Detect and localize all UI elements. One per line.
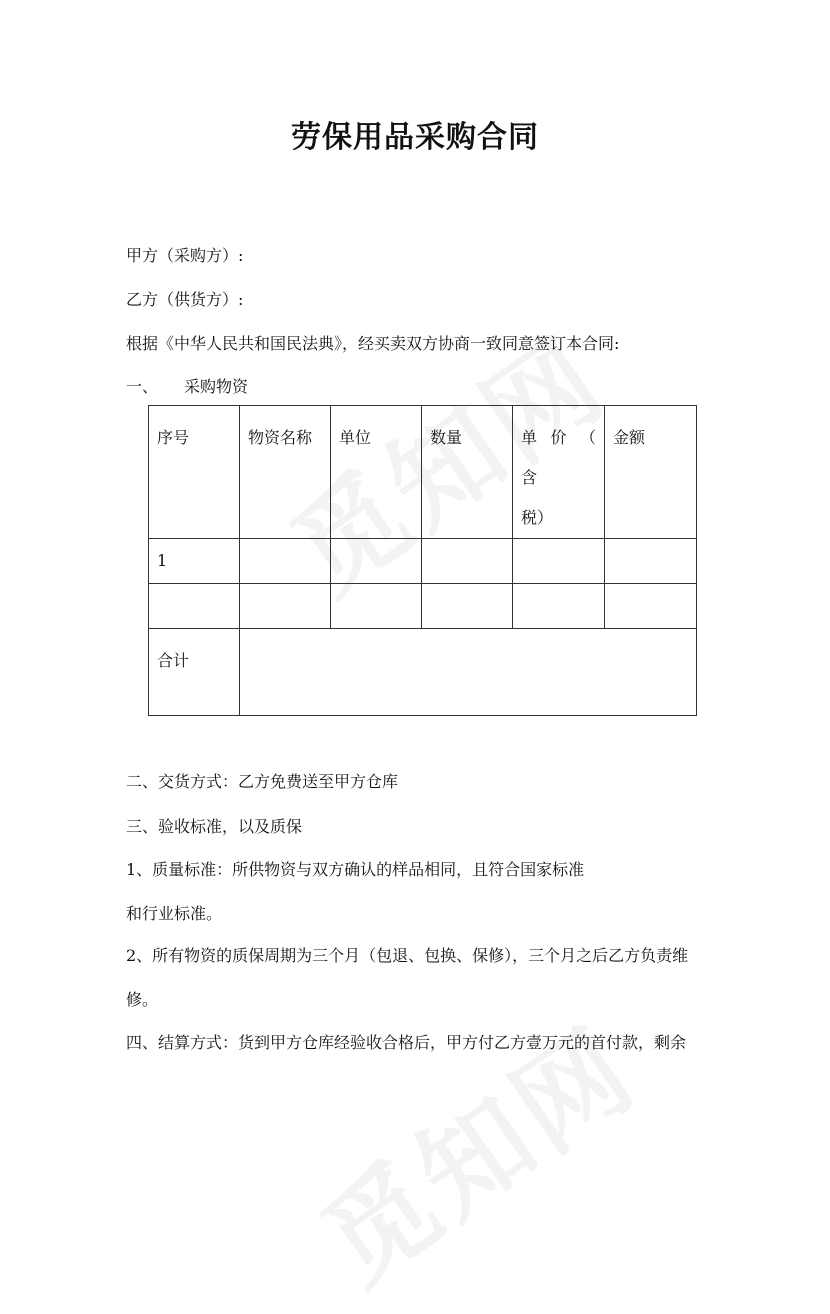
quality-standard-line2: 和行业标准。 (126, 904, 223, 923)
header-cell-unit-price (513, 406, 605, 539)
table-cell: 1 (149, 539, 240, 584)
table-total-row (149, 629, 697, 716)
warranty-line2: 修。 (126, 990, 159, 1009)
section-1-heading (126, 374, 248, 397)
table-cell (422, 539, 513, 584)
table-cell (605, 584, 697, 629)
table-row (149, 539, 697, 584)
contract-basis: 根据《中华人民共和国民法典》，经买卖双方协商一致同意签订本合同: (126, 334, 620, 353)
table-cell (513, 584, 605, 629)
page-title: 劳保用品采购合同 (291, 120, 539, 155)
table-cell (513, 539, 605, 584)
total-value (240, 629, 697, 716)
settlement-method: 四、结算方式：货到甲方仓库经验收合格后，甲方付乙方壹万元的首付款，剩余 (126, 1033, 687, 1052)
header-cell: 物资名称 (240, 406, 331, 539)
unit-price-label-line1: 单 价 （ 含 (521, 428, 596, 487)
section-1-number: 一、 (126, 377, 159, 396)
table-cell (240, 539, 331, 584)
quality-standard-line1: 1、质量标准：所供物资与双方确认的样品相同，且符合国家标准 (126, 860, 585, 879)
unit-price-label-line2: 税） (521, 508, 554, 527)
header-cell: 金额 (605, 406, 697, 539)
purchase-items-table (148, 405, 697, 716)
header-cell: 单位 (331, 406, 422, 539)
table-row (149, 584, 697, 629)
table-cell (149, 584, 240, 629)
header-cell: 序号 (149, 406, 240, 539)
header-cell: 数量 (422, 406, 513, 539)
delivery-method: 二、交货方式：乙方免费送至甲方仓库 (126, 772, 399, 791)
table-header-row (149, 406, 697, 539)
table-cell (240, 584, 331, 629)
table-cell (331, 539, 422, 584)
party-b-line: 乙方（供货方）: (126, 290, 244, 309)
acceptance-heading: 三、验收标准，以及质保 (126, 817, 303, 836)
warranty-line1: 2、所有物资的质保周期为三个月（包退、包换、保修），三个月之后乙方负责维 (126, 946, 689, 965)
table-cell (331, 584, 422, 629)
section-1-title: 采购物资 (184, 377, 249, 396)
table-cell (605, 539, 697, 584)
table-cell (422, 584, 513, 629)
total-label: 合计 (149, 629, 240, 716)
party-a-line: 甲方（采购方）: (126, 246, 244, 265)
